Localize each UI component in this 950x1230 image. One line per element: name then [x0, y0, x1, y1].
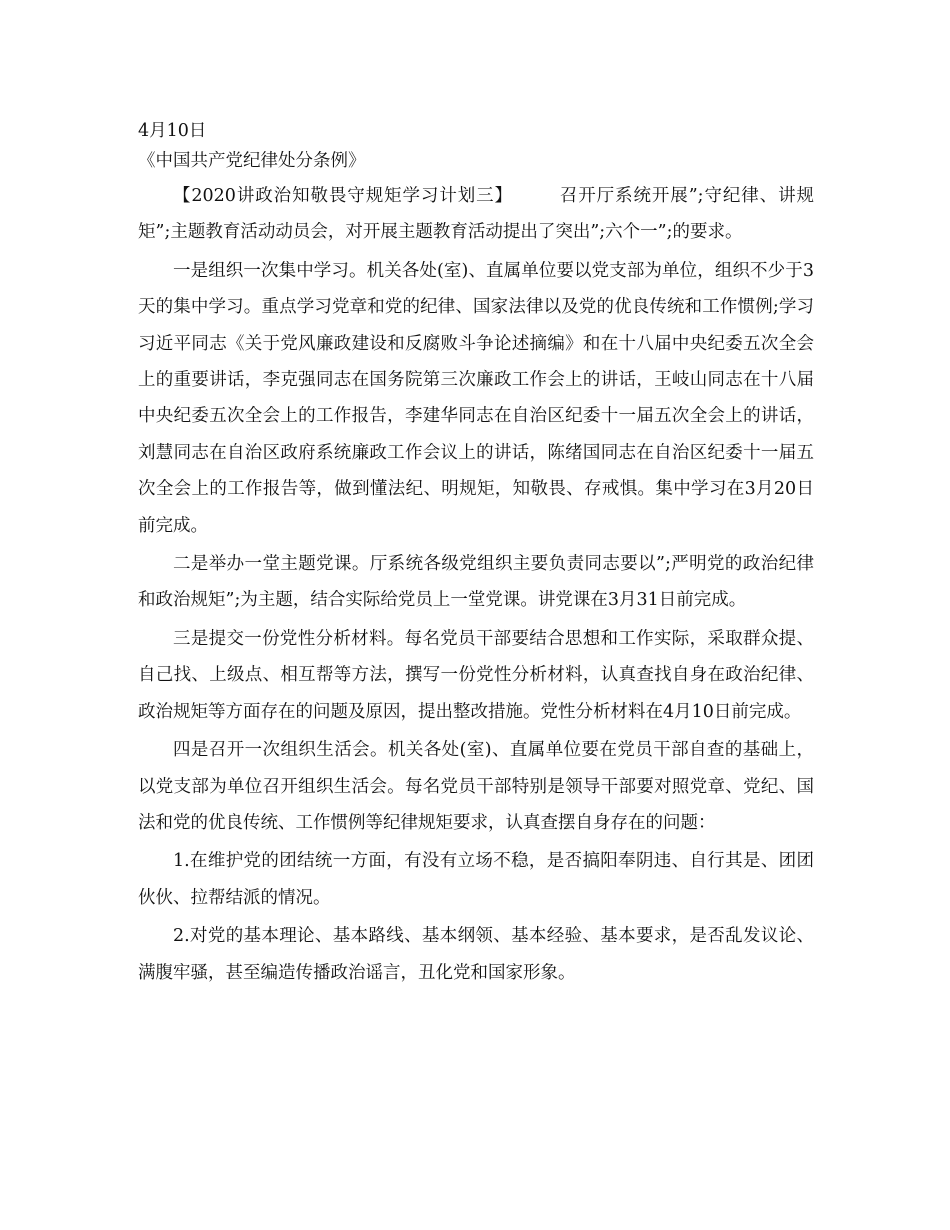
paragraph-text: 召开厅系统开展”;守纪律、讲规矩”;主题教育活动动员会，对开展主题教育活动提出了突出”;六个一”;的要求。	[138, 186, 814, 243]
regulation-title: 《中国共产党纪律处分条例》	[138, 151, 366, 171]
section-heading: 【2020讲政治知敬畏守规矩学习计划三】	[173, 186, 513, 206]
paragraph-party-lecture: 二是举办一堂主题党课。厅系统各级党组织主要负责同志要以”;严明党的政治纪律和政治规矩”;为主题，结合实际给党员上一堂党课。讲党课在3月31日前完成。	[138, 554, 814, 611]
document-body	[138, 116, 814, 991]
paragraph-analysis-material: 三是提交一份党性分析材料。每名党员干部要结合思想和工作实际，采取群众提、自己找、上级点、相互帮等方法，撰写一份党性分析材料，认真查找自身在政治纪律、政治规矩等方面存在的问题及原因，提出整改措施。党性分析材料在4月10日前完成。	[138, 628, 814, 722]
paragraph-organization-meeting: 四是召开一次组织生活会。机关各处(室)、直属单位要在党员干部自查的基础上，以党支部为单位召开组织生活会。每名党员干部特别是领导干部要对照党章、党纪、国法和党的优良传统、工作惯例等纪律规矩要求，认真查摆自身存在的问题：	[138, 740, 814, 833]
list-item-1: 1.在维护党的团结统一方面，有没有立场不稳，是否搞阳奉阴违、自行其是、团团伙伙、拉帮结派的情况。	[138, 851, 814, 908]
date-line: 4月10日	[138, 121, 207, 141]
paragraph-intro	[138, 178, 814, 251]
list-item-2: 2.对党的基本理论、基本路线、基本纲领、基本经验、基本要求，是否乱发议论、满腹牢骚，甚至编造传播政治谣言，丑化党和国家形象。	[138, 926, 814, 983]
paragraph-study: 一是组织一次集中学习。机关各处(室)、直属单位要以党支部为单位，组织不少于3天的集中学习。重点学习党章和党的纪律、国家法律以及党的优良传统和工作惯例;学习习近平同志《关于党风廉政建设和反腐败斗争论述摘编》和在十八届中央纪委五次全会上的重要讲话，李克强同志在国务院第三次廉政工作会上的讲话，王岐山同志在十八届中央纪委五次全会上的工作报告，李建华同志在自治区纪委十一届五次全会上的讲话，刘慧同志在自治区政府系统廉政工作会议上的讲话，陈绪国同志在自治区纪委十一届五次全会上的工作报告等，做到懂法纪、明规矩，知敬畏、存戒惧。集中学习在3月20日前完成。	[138, 260, 814, 536]
